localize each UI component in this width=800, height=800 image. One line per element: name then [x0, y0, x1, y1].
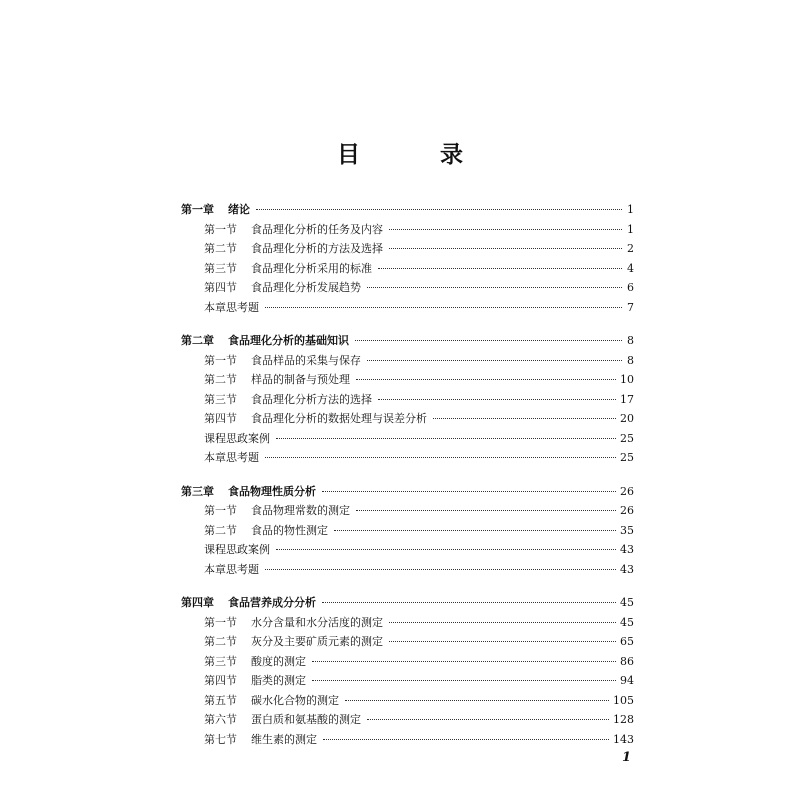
- chapter-block: [181, 482, 634, 580]
- dot-leader: [334, 530, 616, 531]
- chapter-entry[interactable]: [181, 593, 634, 613]
- entry-page-number: 8: [627, 353, 634, 367]
- section-entry[interactable]: [181, 501, 634, 521]
- section-entry[interactable]: [181, 730, 634, 750]
- chapter-block: [181, 331, 634, 468]
- entry-title: 食品理化分析的数据处理与误差分析: [251, 412, 427, 425]
- entry-title: 食品物理常数的测定: [251, 504, 350, 517]
- entry-number: 第三节: [204, 261, 237, 275]
- entry-title: 食品理化分析的基础知识: [228, 334, 349, 347]
- entry-page-number: 65: [620, 635, 634, 648]
- dot-leader: [389, 248, 622, 249]
- entry-title: 本章思考题: [204, 562, 259, 576]
- entry-page-number: 4: [627, 261, 634, 275]
- dot-leader: [323, 739, 609, 740]
- entry-number: 第四节: [204, 674, 237, 687]
- entry-number: 第三节: [204, 392, 237, 406]
- section-entry[interactable]: [181, 220, 634, 240]
- entry-page-number: 43: [620, 562, 634, 576]
- entry-title: 碳水化合物的测定: [251, 693, 339, 707]
- dot-leader: [256, 209, 622, 210]
- entry-title: 样品的制备与预处理: [251, 373, 350, 386]
- entry-number: 第一节: [204, 222, 237, 236]
- entry-page-number: 26: [620, 504, 634, 517]
- entry-number: 第四章: [181, 596, 214, 609]
- entry-number: 第二章: [181, 334, 214, 347]
- section-entry[interactable]: [181, 429, 634, 449]
- entry-number: 第五节: [204, 693, 237, 707]
- entry-title: 本章思考题: [204, 300, 259, 314]
- section-entry[interactable]: [181, 652, 634, 672]
- dot-leader: [367, 360, 622, 361]
- entry-title: 食品理化分析的任务及内容: [251, 222, 383, 236]
- dot-leader: [312, 661, 616, 662]
- entry-number: 第四节: [204, 281, 237, 294]
- entry-page-number: 45: [620, 615, 634, 629]
- dot-leader: [322, 602, 616, 603]
- dot-leader: [389, 641, 616, 642]
- section-entry[interactable]: [181, 521, 634, 541]
- section-entry[interactable]: [181, 239, 634, 259]
- dot-leader: [265, 457, 616, 458]
- entry-page-number: 2: [627, 242, 634, 255]
- section-entry[interactable]: [181, 370, 634, 390]
- entry-title: 食品理化分析发展趋势: [251, 281, 361, 294]
- entry-page-number: 94: [620, 674, 634, 687]
- entry-page-number: 7: [627, 300, 634, 314]
- section-entry[interactable]: [181, 691, 634, 711]
- section-entry[interactable]: [181, 259, 634, 279]
- entry-title: 水分含量和水分活度的测定: [251, 615, 383, 629]
- entry-title: 食品物理性质分析: [228, 484, 316, 498]
- dot-leader: [276, 438, 616, 439]
- entry-number: 第一节: [204, 615, 237, 629]
- entry-page-number: 10: [620, 373, 634, 386]
- entry-title: 食品理化分析的方法及选择: [251, 242, 383, 255]
- entry-page-number: 25: [620, 451, 634, 464]
- entry-page-number: 128: [613, 713, 634, 726]
- entry-number: 第一章: [181, 203, 214, 216]
- table-of-contents: [181, 200, 634, 763]
- entry-title: 酸度的测定: [251, 654, 306, 668]
- section-entry[interactable]: [181, 632, 634, 652]
- entry-page-number: 35: [620, 523, 634, 537]
- chapter-entry[interactable]: [181, 331, 634, 351]
- section-entry[interactable]: [181, 560, 634, 580]
- entry-number: 第三节: [204, 654, 237, 668]
- entry-page-number: 43: [620, 543, 634, 556]
- entry-page-number: 143: [613, 732, 634, 746]
- entry-page-number: 105: [613, 693, 634, 707]
- section-entry[interactable]: [181, 710, 634, 730]
- entry-title: 食品样品的采集与保存: [251, 353, 361, 367]
- dot-leader: [345, 700, 609, 701]
- entry-title: 蛋白质和氨基酸的测定: [251, 713, 361, 726]
- entry-page-number: 45: [620, 596, 634, 609]
- section-entry[interactable]: [181, 278, 634, 298]
- section-entry[interactable]: [181, 540, 634, 560]
- entry-page-number: 6: [627, 281, 634, 294]
- entry-title: 课程思政案例: [204, 431, 270, 445]
- entry-number: 第六节: [204, 713, 237, 726]
- dot-leader: [312, 680, 616, 681]
- entry-page-number: 8: [627, 334, 634, 347]
- dot-leader: [389, 622, 616, 623]
- entry-title: 食品营养成分分析: [228, 596, 316, 609]
- entry-number: 第二节: [204, 523, 237, 537]
- section-entry[interactable]: [181, 448, 634, 468]
- chapter-block: [181, 593, 634, 749]
- entry-title: 维生素的测定: [251, 732, 317, 746]
- dot-leader: [355, 340, 622, 341]
- entry-number: 第三章: [181, 484, 214, 498]
- section-entry[interactable]: [181, 298, 634, 318]
- entry-page-number: 86: [620, 654, 634, 668]
- dot-leader: [276, 549, 616, 550]
- dot-leader: [356, 510, 616, 511]
- entry-number: 第一节: [204, 504, 237, 517]
- entry-number: 第一节: [204, 353, 237, 367]
- chapter-entry[interactable]: [181, 200, 634, 220]
- entry-page-number: 26: [620, 484, 634, 498]
- dot-leader: [367, 287, 622, 288]
- entry-page-number: 20: [620, 412, 634, 425]
- section-entry[interactable]: [181, 671, 634, 691]
- entry-number: 第二节: [204, 373, 237, 386]
- entry-title: 食品的物性测定: [251, 523, 328, 537]
- entry-page-number: 1: [627, 203, 634, 216]
- entry-number: 第四节: [204, 412, 237, 425]
- entry-title: 食品理化分析方法的选择: [251, 392, 372, 406]
- dot-leader: [378, 268, 622, 269]
- dot-leader: [378, 399, 616, 400]
- section-entry[interactable]: [181, 613, 634, 633]
- entry-title: 食品理化分析采用的标准: [251, 261, 372, 275]
- dot-leader: [356, 379, 616, 380]
- chapter-block: [181, 200, 634, 317]
- section-entry[interactable]: [181, 351, 634, 371]
- entry-title: 课程思政案例: [204, 543, 270, 556]
- entry-number: 第二节: [204, 242, 237, 255]
- section-entry[interactable]: [181, 409, 634, 429]
- section-entry[interactable]: [181, 390, 634, 410]
- entry-title: 本章思考题: [204, 451, 259, 464]
- entry-number: 第七节: [204, 732, 237, 746]
- entry-page-number: 1: [627, 222, 634, 236]
- entry-title: 灰分及主要矿质元素的测定: [251, 635, 383, 648]
- page-title: 目 录: [336, 142, 499, 168]
- dot-leader: [265, 307, 622, 308]
- entry-title: 绪论: [228, 203, 250, 216]
- chapter-entry[interactable]: [181, 482, 634, 502]
- entry-page-number: 17: [620, 392, 634, 406]
- page-number: 1: [622, 750, 632, 765]
- dot-leader: [265, 569, 616, 570]
- dot-leader: [389, 229, 622, 230]
- entry-number: 第二节: [204, 635, 237, 648]
- dot-leader: [367, 719, 609, 720]
- dot-leader: [433, 418, 616, 419]
- entry-page-number: 25: [620, 431, 634, 445]
- entry-title: 脂类的测定: [251, 674, 306, 687]
- dot-leader: [322, 491, 616, 492]
